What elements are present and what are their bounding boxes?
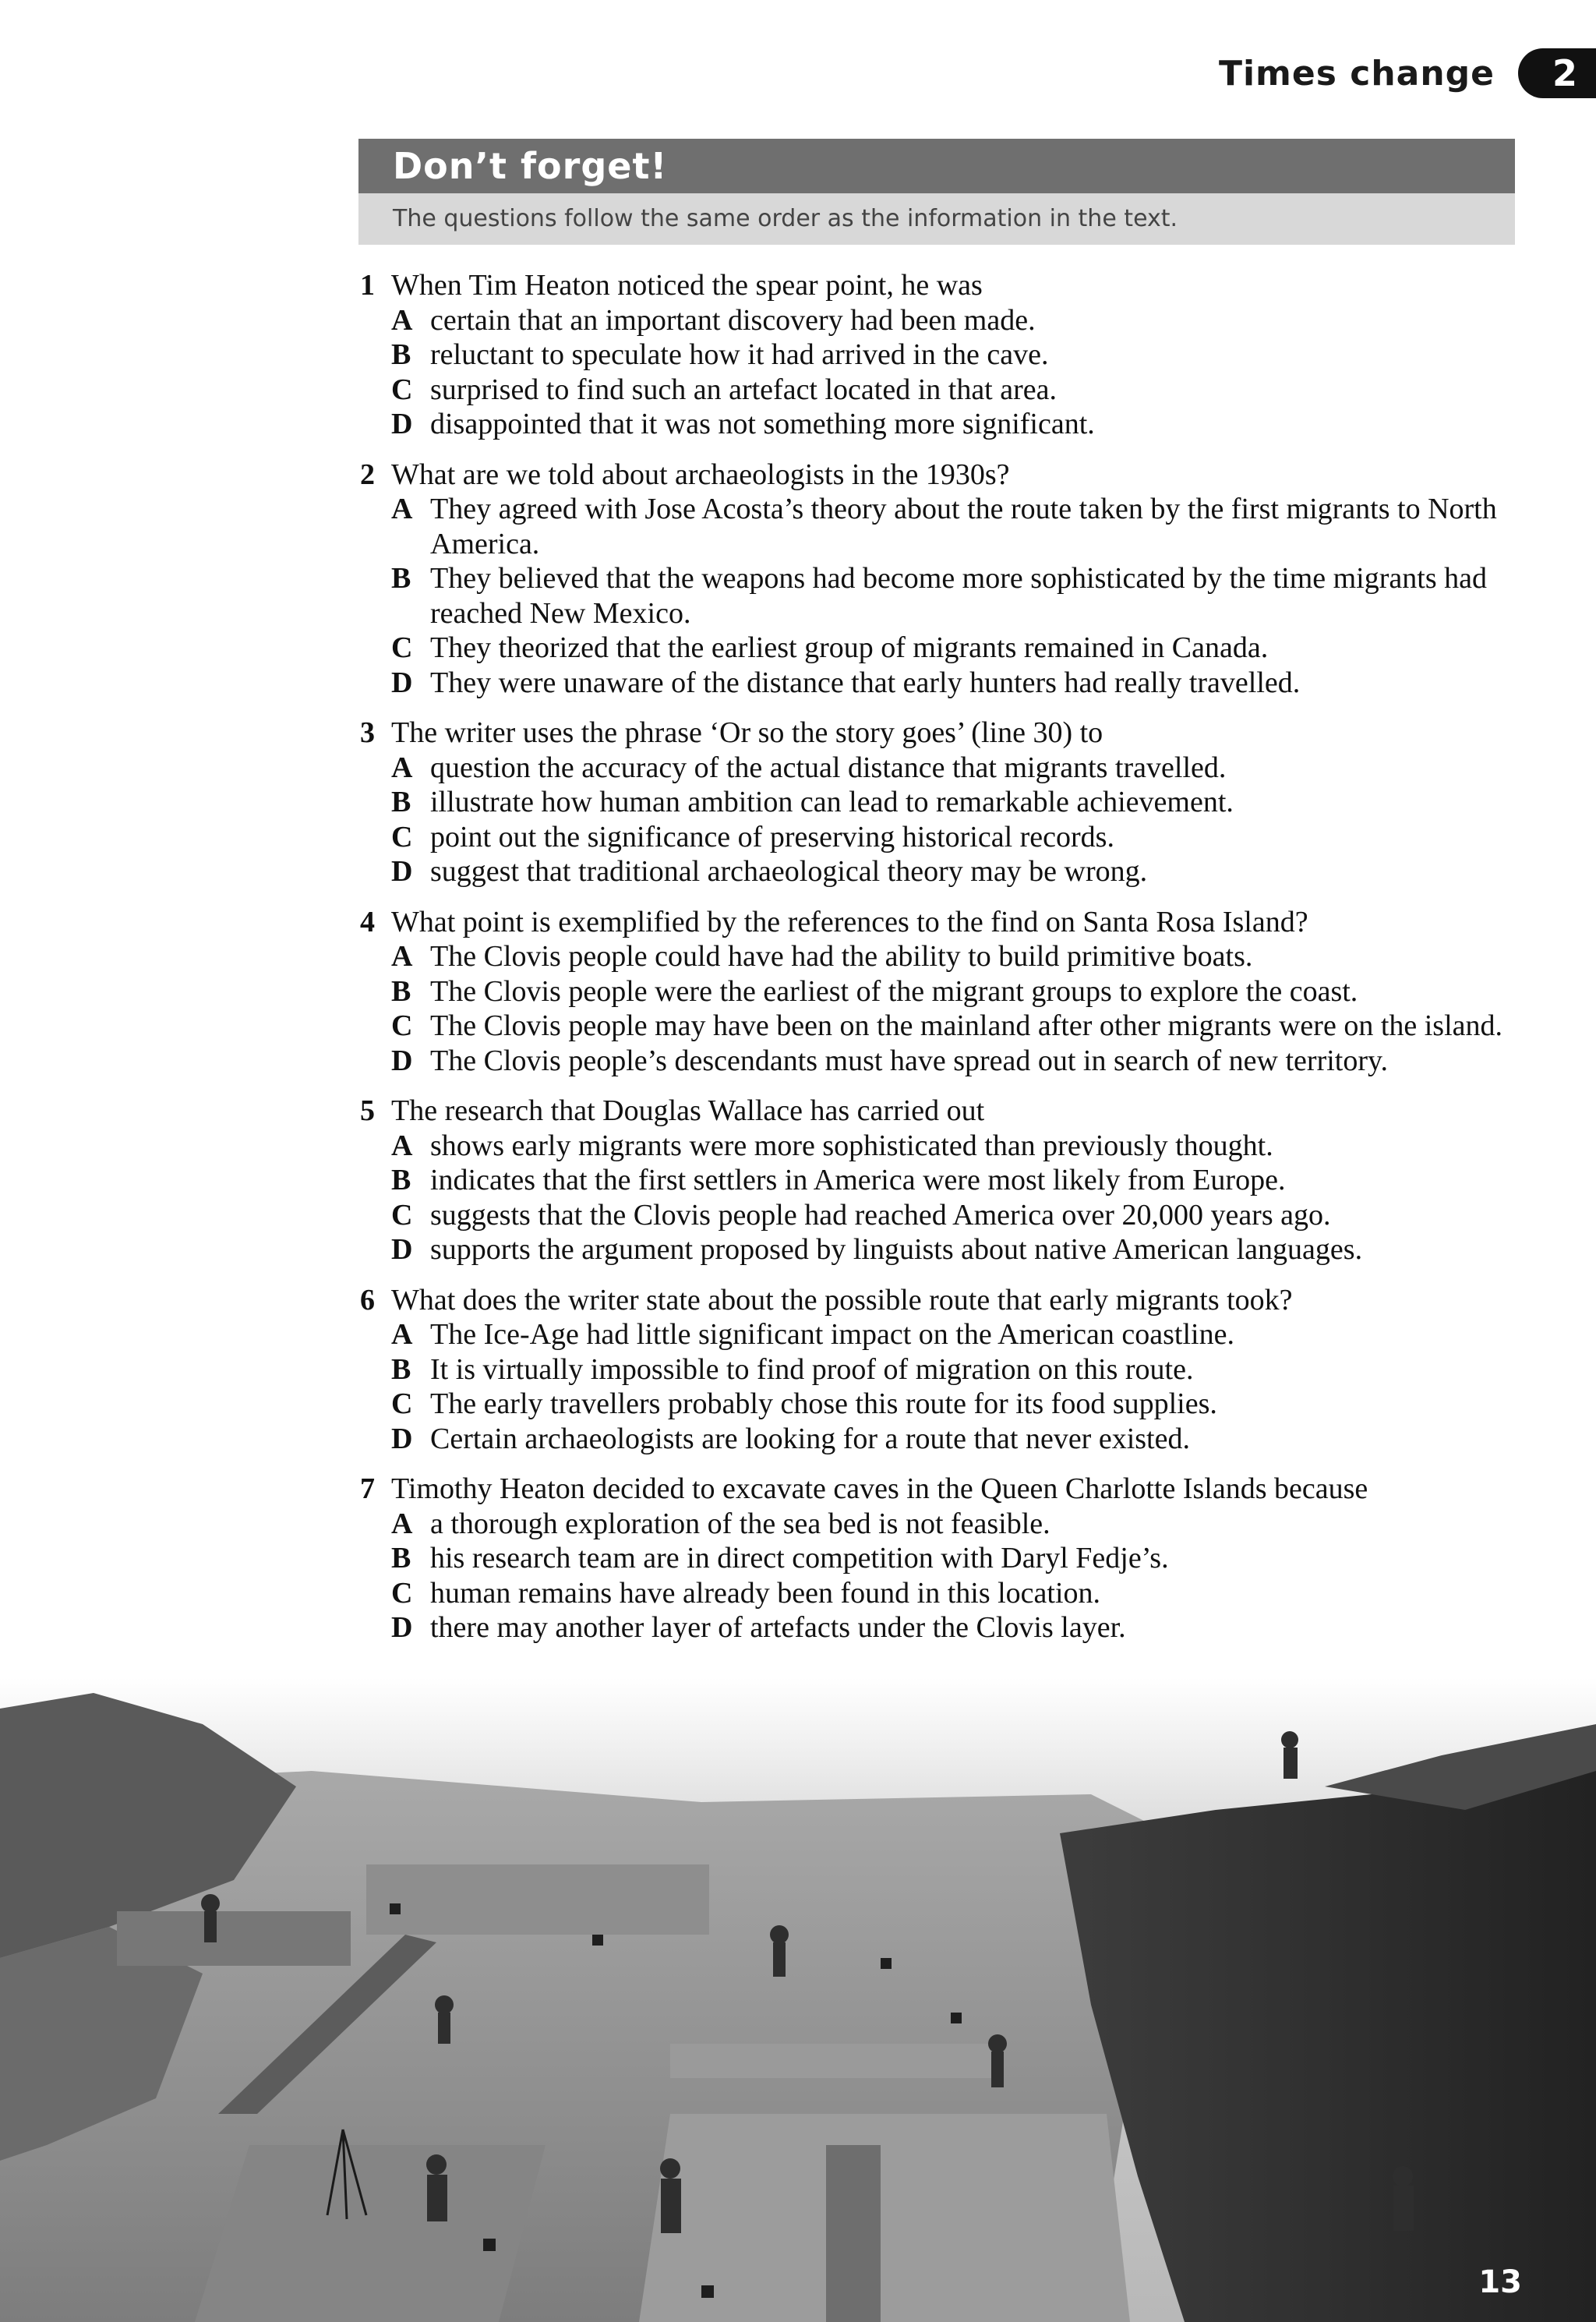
option-b <box>391 1163 1513 1198</box>
option-letter: A <box>391 940 413 973</box>
option-letter: D <box>391 1233 413 1266</box>
option-letter: A <box>391 751 413 784</box>
question-text: What does the writer state about the possible route that early migrants took? <box>391 1283 1293 1317</box>
question-6 <box>360 1283 1513 1457</box>
option-d <box>391 666 1513 701</box>
option-text: The Clovis people could have had the ability to build primitive boats. <box>430 940 1253 973</box>
option-a <box>391 492 1513 561</box>
option-b <box>391 1352 1513 1387</box>
option-letter: D <box>391 1422 413 1455</box>
option-text: reluctant to speculate how it had arrived in the cave. <box>430 338 1049 371</box>
question-stem <box>360 1472 1513 1507</box>
question-stem <box>360 1283 1513 1318</box>
option-c <box>391 820 1513 855</box>
option-letter: A <box>391 1318 413 1351</box>
option-d <box>391 407 1513 442</box>
page-number: 13 <box>1478 2264 1522 2300</box>
question-stem <box>360 458 1513 493</box>
option-c <box>391 1009 1513 1044</box>
option-text: The Clovis people were the earliest of the migrant groups to explore the coast. <box>430 974 1358 1008</box>
option-a <box>391 1317 1513 1352</box>
option-letter: C <box>391 373 413 406</box>
option-c <box>391 631 1513 666</box>
option-text: It is virtually impossible to find proof of migration on this route. <box>430 1352 1194 1386</box>
option-c <box>391 373 1513 408</box>
tip-box <box>358 139 1515 245</box>
option-text: human remains have already been found in this location. <box>430 1576 1101 1610</box>
option-list <box>360 1507 1513 1645</box>
option-text: They were unaware of the distance that early hunters had really travelled. <box>430 666 1301 699</box>
question-stem <box>360 1094 1513 1129</box>
question-5 <box>360 1094 1513 1267</box>
option-text: They believed that the weapons had become more sophisticated by the time migrants had reached New Mexico. <box>430 562 1487 630</box>
question-4 <box>360 905 1513 1079</box>
chapter-number-tab: 2 <box>1518 48 1596 98</box>
question-number: 2 <box>360 458 375 491</box>
option-letter: C <box>391 1198 413 1232</box>
option-letter: C <box>391 1387 413 1420</box>
option-b <box>391 974 1513 1009</box>
option-a <box>391 939 1513 974</box>
question-3 <box>360 716 1513 889</box>
option-list <box>360 303 1513 442</box>
option-text: his research team are in direct competition with Daryl Fedje’s. <box>430 1542 1169 1575</box>
question-7 <box>360 1472 1513 1645</box>
option-text: there may another layer of artefacts under the Clovis layer. <box>430 1611 1126 1644</box>
option-text: Certain archaeologists are looking for a route that never existed. <box>430 1422 1190 1455</box>
option-c <box>391 1387 1513 1422</box>
tip-text: The questions follow the same order as the information in the text. <box>358 193 1515 245</box>
option-letter: D <box>391 666 413 699</box>
question-text: The research that Douglas Wallace has carried out <box>391 1094 985 1127</box>
option-text: a thorough exploration of the sea bed is not feasible. <box>430 1507 1050 1540</box>
question-number: 4 <box>360 905 375 938</box>
option-list <box>360 751 1513 889</box>
question-stem <box>360 905 1513 940</box>
question-stem <box>360 268 1513 303</box>
question-list <box>360 268 1513 1661</box>
option-letter: A <box>391 1129 413 1162</box>
tip-title: Don’t forget! <box>358 139 1515 193</box>
question-text: What point is exemplified by the references to the find on Santa Rosa Island? <box>391 905 1308 938</box>
option-text: surprised to find such an artefact located in that area. <box>430 373 1057 406</box>
question-number: 7 <box>360 1472 375 1505</box>
question-text: When Tim Heaton noticed the spear point, he was <box>391 269 983 302</box>
question-1 <box>360 268 1513 442</box>
option-d <box>391 1044 1513 1079</box>
option-letter: B <box>391 974 411 1008</box>
option-a <box>391 303 1513 338</box>
option-a <box>391 1507 1513 1542</box>
option-letter: D <box>391 408 413 440</box>
option-c <box>391 1198 1513 1233</box>
option-letter: A <box>391 493 413 525</box>
option-d <box>391 854 1513 889</box>
question-stem <box>360 716 1513 751</box>
option-letter: B <box>391 1164 411 1196</box>
option-text: They theorized that the earliest group of migrants remained in Canada. <box>430 631 1269 664</box>
option-d <box>391 1610 1513 1645</box>
option-list <box>360 939 1513 1078</box>
option-text: indicates that the first settlers in America were most likely from Europe. <box>430 1164 1286 1196</box>
option-letter: A <box>391 1507 413 1540</box>
option-text: certain that an important discovery had been made. <box>430 303 1036 337</box>
option-list <box>360 492 1513 700</box>
option-text: The Ice-Age had little significant impact on the American coastline. <box>430 1318 1234 1351</box>
excavation-photo <box>0 1677 1596 2322</box>
option-text: shows early migrants were more sophisticated than previously thought. <box>430 1129 1273 1162</box>
option-text: suggest that traditional archaeological theory may be wrong. <box>430 855 1148 888</box>
option-text: They agreed with Jose Acosta’s theory about the route taken by the first migrants to North America. <box>430 493 1497 560</box>
question-number: 1 <box>360 269 375 302</box>
option-letter: C <box>391 631 413 664</box>
option-list <box>360 1129 1513 1267</box>
option-b <box>391 561 1513 631</box>
option-letter: D <box>391 855 413 888</box>
question-number: 6 <box>360 1283 375 1317</box>
running-header <box>1219 45 1596 101</box>
option-text: disappointed that it was not something more significant. <box>430 408 1095 440</box>
option-b <box>391 338 1513 373</box>
section-title: Times change <box>1218 53 1495 94</box>
option-text: The Clovis people’s descendants must have spread out in search of new territory. <box>430 1044 1389 1077</box>
option-letter: D <box>391 1044 413 1077</box>
option-text: The early travellers probably chose this route for its food supplies. <box>430 1387 1217 1420</box>
option-text: point out the significance of preserving historical records. <box>430 820 1114 854</box>
option-letter: B <box>391 1542 411 1575</box>
question-text: Timothy Heaton decided to excavate caves in the Queen Charlotte Islands because <box>391 1472 1368 1505</box>
option-letter: B <box>391 786 411 818</box>
question-text: What are we told about archaeologists in the 1930s? <box>391 458 1010 491</box>
option-text: illustrate how human ambition can lead to remarkable achievement. <box>430 786 1234 818</box>
option-text: The Clovis people may have been on the mainland after other migrants were on the island. <box>430 1009 1503 1042</box>
option-text: supports the argument proposed by linguists about native American languages. <box>430 1233 1363 1266</box>
option-b <box>391 785 1513 820</box>
option-letter: C <box>391 820 413 854</box>
question-number: 3 <box>360 716 375 749</box>
option-d <box>391 1232 1513 1267</box>
option-text: question the accuracy of the actual distance that migrants travelled. <box>430 751 1227 784</box>
option-letter: C <box>391 1576 413 1610</box>
option-letter: B <box>391 562 411 595</box>
question-text: The writer uses the phrase ‘Or so the story goes’ (line 30) to <box>391 716 1103 749</box>
question-number: 5 <box>360 1094 375 1127</box>
option-a <box>391 1129 1513 1164</box>
option-text: suggests that the Clovis people had reached America over 20,000 years ago. <box>430 1198 1331 1232</box>
option-a <box>391 751 1513 786</box>
option-letter: B <box>391 1352 411 1386</box>
option-letter: A <box>391 303 413 337</box>
option-b <box>391 1541 1513 1576</box>
option-letter: D <box>391 1611 413 1644</box>
option-d <box>391 1422 1513 1457</box>
option-letter: C <box>391 1009 413 1042</box>
option-list <box>360 1317 1513 1456</box>
question-2 <box>360 458 1513 701</box>
option-letter: B <box>391 338 411 371</box>
option-c <box>391 1576 1513 1611</box>
